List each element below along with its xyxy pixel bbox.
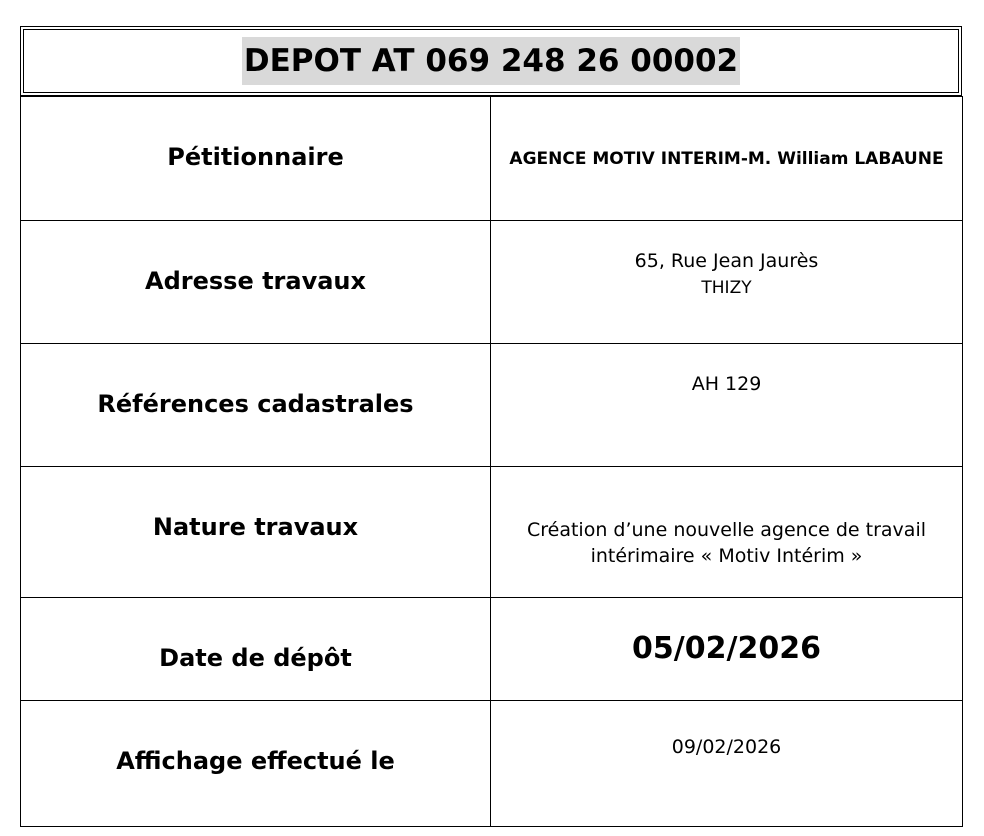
label-cell (21, 221, 491, 344)
value-cell (491, 598, 963, 701)
value-cell (491, 701, 963, 827)
label-cell (21, 467, 491, 598)
info-table (20, 96, 963, 827)
value-cell (491, 97, 963, 221)
row-petitionnaire (21, 97, 963, 221)
references-label: Références cadastrales (97, 390, 414, 418)
document-title: DEPOT AT 069 248 26 00002 (242, 37, 740, 85)
label-cell (21, 344, 491, 467)
value-cell (491, 467, 963, 598)
petitionnaire-value: AGENCE MOTIV INTERIM-M. William LABAUNE (509, 149, 944, 169)
row-adresse (21, 221, 963, 344)
petitionnaire-label: Pétitionnaire (167, 143, 344, 171)
affichage-value: 09/02/2026 (671, 736, 782, 758)
value-cell (491, 344, 963, 467)
label-cell (21, 97, 491, 221)
row-nature (21, 467, 963, 598)
label-cell (21, 598, 491, 701)
nature-line2: intérimaire « Motiv Intérim » (590, 545, 863, 567)
adresse-city: THIZY (701, 278, 752, 298)
title-box (20, 26, 962, 96)
document-sheet (20, 26, 962, 827)
references-value: AH 129 (691, 373, 762, 395)
nature-label: Nature travaux (152, 513, 359, 541)
affichage-label: Affichage effectué le (116, 747, 395, 775)
adresse-street: 65, Rue Jean Jaurès (634, 250, 819, 272)
nature-line1: Création d’une nouvelle agence de travail (526, 519, 927, 541)
row-affichage (21, 701, 963, 827)
date-depot-label: Date de dépôt (159, 644, 352, 672)
row-references (21, 344, 963, 467)
value-cell (491, 221, 963, 344)
date-depot-value: 05/02/2026 (632, 631, 821, 666)
adresse-label: Adresse travaux (145, 267, 366, 295)
label-cell (21, 701, 491, 827)
row-date-depot (21, 598, 963, 701)
